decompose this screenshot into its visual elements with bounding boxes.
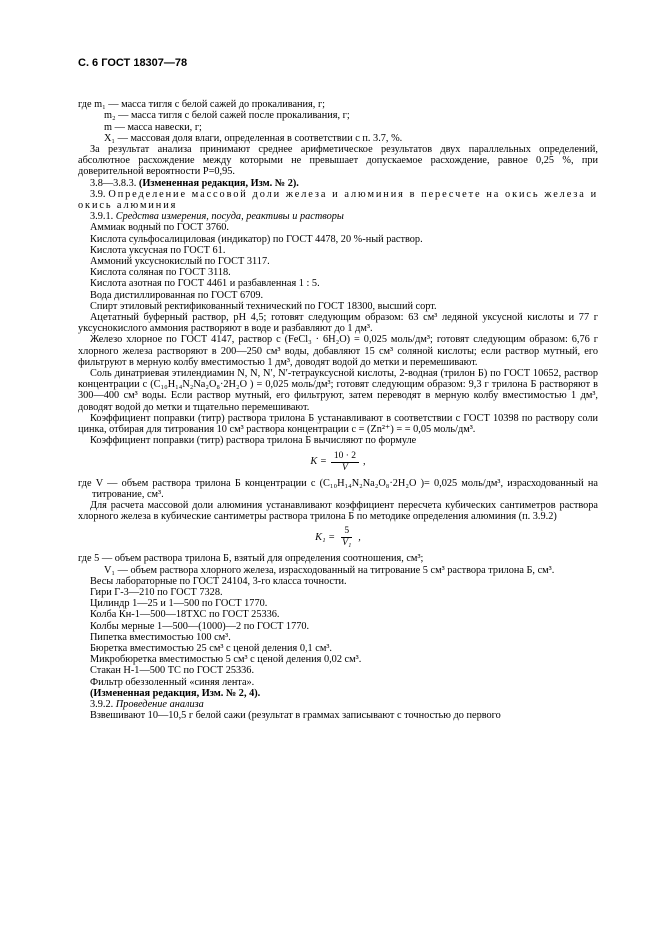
- revision-note: (Измененная редакция, Изм. № 2).: [138, 177, 299, 189]
- list-item: Пипетка вместимостью 100 см³.: [90, 631, 231, 643]
- formula-k1: [78, 526, 598, 549]
- revision-note: (Измененная редакция, Изм. № 2, 4).: [90, 687, 261, 699]
- paragraph-iron-chloride: Железо хлорное по ГОСТ 4147, раствор c (FeCl₃ · 6H₂O) = 0,025 моль/дм³; готовят следующим образом: 6,76 г хлорного железа растворяют в 200—250 см³ воды, добавляют 15 см³ соляной кислоты; если раствор мутный, его фильтруют в мерную колбу вместимостью 1 дм³, доводят водой до метки и перемешивают.: [78, 334, 598, 368]
- list-item: Стакан Н-1—500 ТС по ГОСТ 25336.: [90, 665, 255, 677]
- list-item: Микробюретка вместимостью 5 см³ с ценой деления 0,02 см³.: [90, 654, 362, 666]
- list-item: Кислота уксусная по ГОСТ 61.: [90, 244, 226, 256]
- legend-v: где V — объем раствора трилона Б концентрации c (C₁₀H₁₄N₂Na₂O₈·2H₂O )= 0,025 моль/дм³, израсходованный на титрование, см³.: [78, 477, 598, 500]
- clause-number: 3.9.: [90, 188, 106, 200]
- subsection-title: Средства измерения, посуда, реактивы и растворы: [115, 211, 344, 223]
- clause-number: 3.9.1.: [90, 211, 114, 223]
- subsection-heading-3-9-1: [78, 211, 598, 222]
- legend-5: где 5 — объем раствора трилона Б, взятый для определения соотношения, см³;: [78, 553, 424, 565]
- fraction: [339, 526, 354, 549]
- list-item: Аммоний уксуснокислый по ГОСТ 3117.: [90, 256, 270, 268]
- clause-number: 3.9.2.: [90, 698, 114, 710]
- legend-m2: m₂ — масса тигля с белой сажей после прокаливания, г;: [104, 110, 350, 122]
- legend-m: m — масса навески, г;: [104, 121, 202, 133]
- paragraph-aluminium: Для расчета массовой доли алюминия устанавливают коэффициент пересчета кубических сантиметров раствора хлорного железа в кубические сантиметры раствора трилона Б по методике определения алюминия (п. 3.9.2): [78, 499, 598, 523]
- paragraph-result: За результат анализа принимают среднее арифметическое результатов двух параллельных определений, абсолютное расхождение между которыми не превышает допускаемое расхождение, равное 0,25 %, при доверительной вероятности P=0,95.: [78, 144, 598, 178]
- list-item: Гири Г-3—210 по ГОСТ 7328.: [90, 586, 223, 598]
- formula-tail: ,: [362, 456, 366, 468]
- subsection-heading-3-9-2: [78, 699, 598, 710]
- list-item: Спирт этиловый ректификованный технический по ГОСТ 18300, высший сорт.: [90, 300, 437, 312]
- paragraph-titer: Коэффициент поправки (титр) раствора трилона Б устанавливают в соответствии с ГОСТ 10398 по раствору соли цинка, отбирая для титрования 10 см³ раствора концентрации c = (Zn²⁺) = = 0,05 моль/дм³.: [78, 412, 598, 436]
- list-item: Кислота азотная по ГОСТ 4461 и разбавленная 1 : 5.: [90, 278, 320, 290]
- section-heading-3-9: [78, 189, 598, 211]
- page-header: С. 6 ГОСТ 18307—78: [78, 57, 188, 69]
- paragraph-formula-intro: Коэффициент поправки (титр) раствора трилона Б вычисляют по формуле: [90, 435, 417, 447]
- legend-m1: где m₁ — масса тигля с белой сажей до прокаливания, г;: [78, 99, 326, 111]
- section-title: Определение массовой доли железа и алюминия в пересчете на окись железа и окись алюминия: [78, 188, 598, 212]
- list-item: Кислота сульфосалициловая (индикатор) по ГОСТ 4478, 20 %-ный раствор.: [90, 233, 423, 245]
- formula-tail: ,: [358, 532, 361, 544]
- document-page: [78, 58, 598, 721]
- legend-x1: X₁ — массовая доля влаги, определенная в соответствии с п. 3.7, %.: [104, 132, 403, 144]
- numerator: 5: [341, 526, 352, 538]
- paragraph-buffer: Ацетатный буферный раствор, pH 4,5; готовят следующим образом: 63 см³ ледяной уксусной кислоты и 77 г уксуснокислого аммония растворяют в воде и разбавляют до 1 дм³.: [78, 312, 598, 335]
- paragraph-procedure: Взвешивают 10—10,5 г белой сажи (результат в граммах записывают с точностью до первого: [90, 710, 501, 722]
- numerator: 10 · 2: [331, 451, 359, 463]
- list-item: Фильтр обеззоленный «синяя лента».: [90, 676, 255, 688]
- denominator: V₁: [342, 538, 352, 549]
- list-item: Колбы мерные 1—500—(1000)—2 по ГОСТ 1770.: [90, 620, 310, 632]
- list-item: Колба Кн-1—500—18ТХС по ГОСТ 25336.: [90, 609, 280, 621]
- subsection-title: Проведение анализа: [115, 698, 204, 710]
- formula-k: [78, 451, 598, 474]
- list-item: Цилиндр 1—25 и 1—500 по ГОСТ 1770.: [90, 598, 268, 610]
- list-item: Весы лабораторные по ГОСТ 24104, 3-го класса точности.: [90, 575, 347, 587]
- fraction: [331, 451, 359, 474]
- clause-number: 3.8—3.8.3.: [90, 177, 137, 189]
- paragraph-revision-1: [78, 178, 598, 189]
- denominator: V: [341, 462, 348, 473]
- formula-lhs: K₁ =: [315, 532, 336, 544]
- legend-v1: V₁ — объем раствора хлорного железа, израсходованный на титрование 5 см³ раствора трилона Б, см³.: [104, 564, 555, 576]
- list-item: Аммиак водный по ГОСТ 3760.: [90, 222, 229, 234]
- list-item: Кислота соляная по ГОСТ 3118.: [90, 267, 231, 279]
- list-item: Бюретка вместимостью 25 см³ с ценой деления 0,1 см³.: [90, 642, 333, 654]
- paragraph-trilon-b: Соль динатриевая этилендиамин N, N, N′, N′-тетрауксусной кислоты, 2-водная (трилон Б) по ГОСТ 10652, раствор концентрации c (C₁₀H₁₄N₂Na₂O₈·2H₂O ) = 0,025 моль/дм³; готовят следующим образом: 9,3 г трилона Б растворяют в 300—400 см³ воды. Если раствор мутный, его фильтруют, затем переводят в мерную колбу вместимостью 1 дм³, доводят водой до метки и тщательно перемешивают.: [78, 368, 598, 413]
- formula-lhs: K =: [310, 456, 327, 468]
- list-item: Вода дистиллированная по ГОСТ 6709.: [90, 289, 264, 301]
